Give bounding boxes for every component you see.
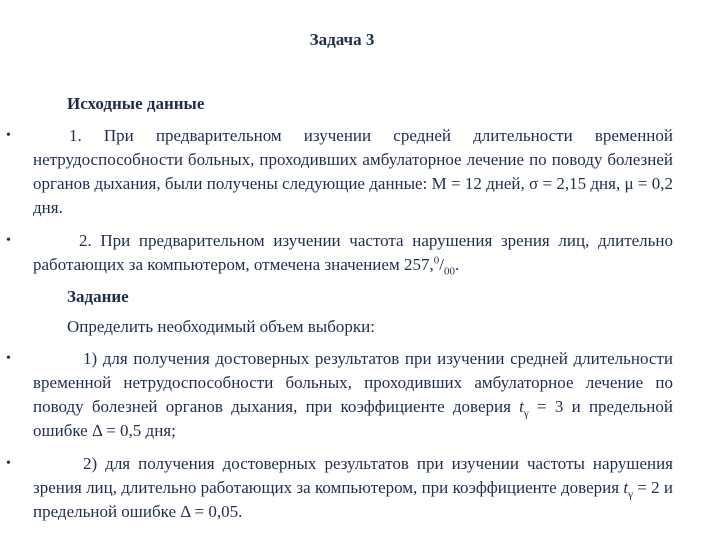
item-text: 2. При предварительном изучении частота нарушения зрения лиц, длительно работающих за компьютером, отмечена значением 257, bbox=[33, 231, 673, 274]
bullet-icon: • bbox=[6, 128, 11, 143]
subscript: 00 bbox=[443, 265, 455, 278]
subscript: γ bbox=[628, 488, 633, 501]
task-text: Определить необходимый объем выборки: bbox=[67, 317, 375, 336]
item-text: 2) для получения достоверных результатов при изучении частоты нарушения зрения лиц, длительно работающих за компьютером, при коэффициенте доверия bbox=[33, 454, 673, 497]
item-text: 1) для получения достоверных результатов при изучении средней длительности временной нетрудоспособности больных, проходивших амбулаторное лечение по поводу болезней органов дыхания, при коэффициенте доверия bbox=[33, 349, 673, 416]
superscript: 0 bbox=[433, 254, 440, 267]
subscript: γ bbox=[523, 407, 529, 420]
item-text: 1. При предварительном изучении средней длительности временной нетрудоспособности больных, проходивших амбулаторное лечение по поводу болезней органов дыхания, были получены следующие данные: М = 12 дней, σ = 2,15 дня, μ = 0,2 дня. bbox=[33, 126, 673, 217]
bullet-icon: • bbox=[6, 456, 11, 471]
source-data-heading: Исходные данные bbox=[67, 94, 205, 113]
task-heading: Задание bbox=[67, 287, 129, 306]
bullet-icon: • bbox=[6, 351, 11, 366]
page-title: Задача 3 bbox=[309, 30, 375, 49]
bullet-icon: • bbox=[6, 233, 11, 248]
